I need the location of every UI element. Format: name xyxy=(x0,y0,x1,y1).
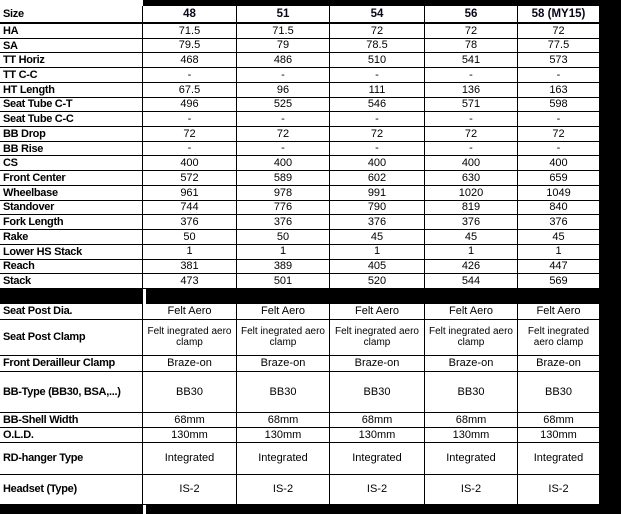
cell-value: BB30 xyxy=(330,372,425,412)
table-row xyxy=(0,98,600,113)
row-label: Standover xyxy=(0,201,143,215)
cell-value: 589 xyxy=(237,171,330,185)
row-label: BB-Type (BB30, BSA,...) xyxy=(0,372,143,412)
bottom-strip-gap xyxy=(143,505,146,514)
cell-value: 79 xyxy=(237,39,330,53)
cell-value: 67.5 xyxy=(143,83,237,97)
cell-value: 447 xyxy=(518,260,600,274)
cell-value: 744 xyxy=(143,201,237,215)
table-row xyxy=(0,39,600,54)
cell-value: 525 xyxy=(237,98,330,112)
cell-value: - xyxy=(237,142,330,156)
cell-value: 400 xyxy=(143,156,237,170)
table-row xyxy=(0,428,600,443)
table-row xyxy=(0,230,600,245)
cell-value: Felt inegrated aero clamp xyxy=(143,320,237,355)
cell-value: 496 xyxy=(143,98,237,112)
cell-value: Felt Aero xyxy=(518,304,600,319)
table-row xyxy=(0,53,600,68)
cell-value: Braze-on xyxy=(143,356,237,371)
row-label: O.L.D. xyxy=(0,428,143,442)
cell-value: 1049 xyxy=(518,186,600,200)
cell-value: Felt inegrated aero clamp xyxy=(237,320,330,355)
row-label: Lower HS Stack xyxy=(0,245,143,259)
cell-value: 1 xyxy=(143,245,237,259)
cell-value: 569 xyxy=(518,274,600,288)
cell-value: 630 xyxy=(425,171,518,185)
cell-value: 541 xyxy=(425,53,518,67)
cell-value: IS-2 xyxy=(425,475,518,504)
cell-value: Braze-on xyxy=(425,356,518,371)
cell-value: 426 xyxy=(425,260,518,274)
cell-value: - xyxy=(143,68,237,82)
row-label: Wheelbase xyxy=(0,186,143,200)
cell-value: 501 xyxy=(237,274,330,288)
cell-value: 1020 xyxy=(425,186,518,200)
cell-value: 1 xyxy=(518,245,600,259)
cell-value: BB30 xyxy=(143,372,237,412)
cell-value: 72 xyxy=(518,127,600,141)
cell-value: 68mm xyxy=(237,413,330,427)
cell-value: 544 xyxy=(425,274,518,288)
table-row xyxy=(0,320,600,356)
row-label: Seat Tube C-T xyxy=(0,98,143,112)
cell-value: - xyxy=(425,142,518,156)
row-label: Front Derailleur Clamp xyxy=(0,356,143,371)
cell-value: IS-2 xyxy=(330,475,425,504)
separator-gap xyxy=(143,289,146,304)
row-label: SA xyxy=(0,39,143,53)
cell-value: 473 xyxy=(143,274,237,288)
row-label: BB Rise xyxy=(0,142,143,156)
cell-value: 376 xyxy=(330,215,425,229)
cell-value: 381 xyxy=(143,260,237,274)
row-label: TT Horiz xyxy=(0,53,143,67)
cell-value: 68mm xyxy=(330,413,425,427)
column-header-58: 58 (MY15) xyxy=(518,6,600,22)
row-label: Seat Post Dia. xyxy=(0,304,143,319)
cell-value: Felt inegrated aero clamp xyxy=(330,320,425,355)
cell-value: - xyxy=(425,68,518,82)
row-label: BB Drop xyxy=(0,127,143,141)
row-label: TT C-C xyxy=(0,68,143,82)
geometry-spec-table xyxy=(0,6,600,505)
table-row xyxy=(0,260,600,275)
cell-value: Braze-on xyxy=(237,356,330,371)
table-row xyxy=(0,68,600,83)
cell-value: 819 xyxy=(425,201,518,215)
cell-value: 1 xyxy=(330,245,425,259)
table-row xyxy=(0,24,600,39)
cell-value: BB30 xyxy=(518,372,600,412)
cell-value: 602 xyxy=(330,171,425,185)
cell-value: IS-2 xyxy=(237,475,330,504)
cell-value: 486 xyxy=(237,53,330,67)
cell-value: 376 xyxy=(237,215,330,229)
table-row xyxy=(0,304,600,320)
cell-value: 598 xyxy=(518,98,600,112)
cell-value: - xyxy=(518,68,600,82)
table-row xyxy=(0,156,600,171)
row-label: Fork Length xyxy=(0,215,143,229)
table-row xyxy=(0,475,600,505)
cell-value: 72 xyxy=(143,127,237,141)
cell-value: IS-2 xyxy=(518,475,600,504)
cell-value: 71.5 xyxy=(143,24,237,38)
cell-value: - xyxy=(237,68,330,82)
cell-value: 376 xyxy=(143,215,237,229)
table-row xyxy=(0,142,600,157)
cell-value: Felt Aero xyxy=(330,304,425,319)
table-row xyxy=(0,112,600,127)
cell-value: - xyxy=(237,112,330,126)
components-section xyxy=(0,304,600,505)
cell-value: 546 xyxy=(330,98,425,112)
row-label: Stack xyxy=(0,274,143,288)
row-label: Front Center xyxy=(0,171,143,185)
cell-value: 130mm xyxy=(143,428,237,442)
cell-value: 71.5 xyxy=(237,24,330,38)
table-row xyxy=(0,372,600,413)
row-label: CS xyxy=(0,156,143,170)
cell-value: 510 xyxy=(330,53,425,67)
cell-value: Integrated xyxy=(237,443,330,474)
cell-value: 468 xyxy=(143,53,237,67)
cell-value: 68mm xyxy=(425,413,518,427)
cell-value: 72 xyxy=(237,127,330,141)
cell-value: 1 xyxy=(237,245,330,259)
cell-value: 1 xyxy=(425,245,518,259)
row-label: Rake xyxy=(0,230,143,244)
cell-value: 50 xyxy=(237,230,330,244)
row-label: Seat Post Clamp xyxy=(0,320,143,355)
cell-value: 659 xyxy=(518,171,600,185)
cell-value: 78 xyxy=(425,39,518,53)
cell-value: 68mm xyxy=(518,413,600,427)
table-row xyxy=(0,201,600,216)
row-label: HA xyxy=(0,24,143,38)
table-row xyxy=(0,127,600,142)
table-row xyxy=(0,171,600,186)
column-header-56: 56 xyxy=(425,6,518,22)
cell-value: Felt Aero xyxy=(237,304,330,319)
bottom-border-strip xyxy=(0,505,621,514)
cell-value: 45 xyxy=(425,230,518,244)
cell-value: 72 xyxy=(425,24,518,38)
column-header-51: 51 xyxy=(237,6,330,22)
cell-value: 978 xyxy=(237,186,330,200)
cell-value: - xyxy=(425,112,518,126)
cell-value: Integrated xyxy=(425,443,518,474)
cell-value: 45 xyxy=(330,230,425,244)
table-row xyxy=(0,186,600,201)
table-row xyxy=(0,413,600,428)
row-label: Seat Tube C-C xyxy=(0,112,143,126)
cell-value: 68mm xyxy=(143,413,237,427)
row-label: BB-Shell Width xyxy=(0,413,143,427)
cell-value: 389 xyxy=(237,260,330,274)
cell-value: 400 xyxy=(425,156,518,170)
cell-value: 405 xyxy=(330,260,425,274)
cell-value: 111 xyxy=(330,83,425,97)
cell-value: 790 xyxy=(330,201,425,215)
column-header-54: 54 xyxy=(330,6,425,22)
cell-value: 79.5 xyxy=(143,39,237,53)
section-separator xyxy=(0,289,600,304)
right-border-strip xyxy=(600,0,621,514)
cell-value: 130mm xyxy=(330,428,425,442)
cell-value: 130mm xyxy=(425,428,518,442)
cell-value: 72 xyxy=(425,127,518,141)
cell-value: - xyxy=(518,142,600,156)
cell-value: IS-2 xyxy=(143,475,237,504)
table-row xyxy=(0,274,600,289)
cell-value: 400 xyxy=(518,156,600,170)
row-label: Reach xyxy=(0,260,143,274)
cell-value: 520 xyxy=(330,274,425,288)
cell-value: 96 xyxy=(237,83,330,97)
cell-value: - xyxy=(143,142,237,156)
cell-value: Braze-on xyxy=(330,356,425,371)
table-row xyxy=(0,215,600,230)
cell-value: 130mm xyxy=(237,428,330,442)
cell-value: - xyxy=(330,112,425,126)
column-header-48: 48 xyxy=(143,6,237,22)
geometry-section xyxy=(0,24,600,289)
cell-value: 376 xyxy=(518,215,600,229)
cell-value: 78.5 xyxy=(330,39,425,53)
size-header-cell: Size xyxy=(0,6,143,22)
cell-value: 72 xyxy=(330,24,425,38)
cell-value: - xyxy=(330,142,425,156)
table-row xyxy=(0,356,600,372)
cell-value: Felt inegrated aero clamp xyxy=(425,320,518,355)
cell-value: BB30 xyxy=(237,372,330,412)
cell-value: 573 xyxy=(518,53,600,67)
cell-value: Braze-on xyxy=(518,356,600,371)
row-label: Headset (Type) xyxy=(0,475,143,504)
cell-value: 776 xyxy=(237,201,330,215)
row-label: HT Length xyxy=(0,83,143,97)
cell-value: 72 xyxy=(330,127,425,141)
cell-value: 77.5 xyxy=(518,39,600,53)
cell-value: - xyxy=(330,68,425,82)
cell-value: 163 xyxy=(518,83,600,97)
cell-value: 991 xyxy=(330,186,425,200)
cell-value: - xyxy=(518,112,600,126)
cell-value: - xyxy=(143,112,237,126)
cell-value: 400 xyxy=(330,156,425,170)
row-label: RD-hanger Type xyxy=(0,443,143,474)
cell-value: 572 xyxy=(143,171,237,185)
cell-value: 840 xyxy=(518,201,600,215)
cell-value: BB30 xyxy=(425,372,518,412)
cell-value: 72 xyxy=(518,24,600,38)
cell-value: 376 xyxy=(425,215,518,229)
cell-value: 571 xyxy=(425,98,518,112)
cell-value: Felt inegrated aero clamp xyxy=(518,320,600,355)
cell-value: 400 xyxy=(237,156,330,170)
table-row xyxy=(0,245,600,260)
cell-value: Felt Aero xyxy=(143,304,237,319)
cell-value: 961 xyxy=(143,186,237,200)
cell-value: 130mm xyxy=(518,428,600,442)
header-row xyxy=(0,6,600,24)
cell-value: Felt Aero xyxy=(425,304,518,319)
cell-value: 136 xyxy=(425,83,518,97)
cell-value: 50 xyxy=(143,230,237,244)
cell-value: 45 xyxy=(518,230,600,244)
cell-value: Integrated xyxy=(143,443,237,474)
table-row xyxy=(0,83,600,98)
cell-value: Integrated xyxy=(330,443,425,474)
cell-value: Integrated xyxy=(518,443,600,474)
table-row xyxy=(0,443,600,475)
